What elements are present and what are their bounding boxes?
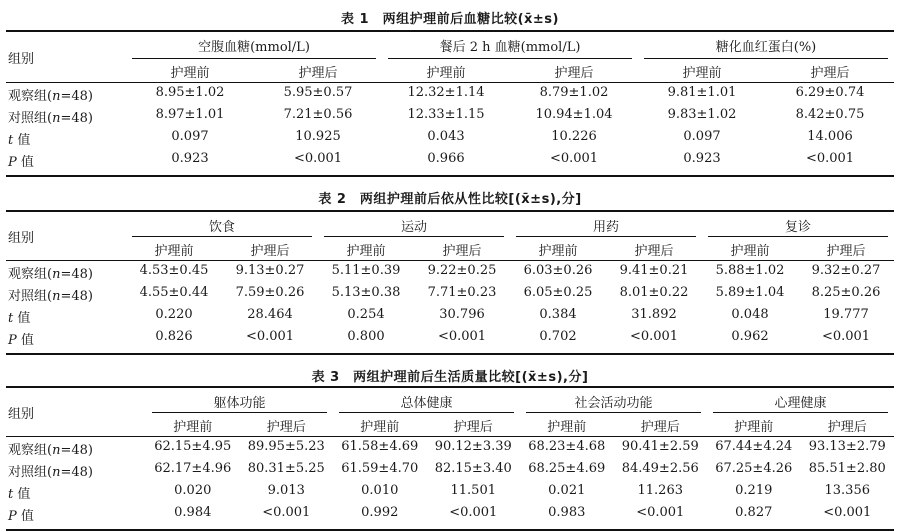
column-group-header: 运动 xyxy=(400,220,427,235)
sub-header-after: 护理后 xyxy=(298,66,338,81)
row-label xyxy=(8,329,34,348)
sub-header-before: 护理前 xyxy=(173,420,213,435)
sub-header-before: 护理前 xyxy=(360,420,400,435)
row-label-symbol: n xyxy=(52,465,61,480)
table-cell: 61.59±4.70 xyxy=(341,461,419,476)
table-cell: 0.010 xyxy=(361,483,399,498)
table-cell: 4.55±0.44 xyxy=(139,285,209,300)
row-label-symbol: P xyxy=(8,155,17,170)
sub-header-after: 护理后 xyxy=(266,420,306,435)
table-cell: 8.97±1.01 xyxy=(155,107,225,122)
row-label xyxy=(8,85,93,104)
top-rule xyxy=(6,210,894,212)
table-cell: 0.984 xyxy=(174,505,212,520)
table-cell: 9.32±0.27 xyxy=(811,263,881,278)
column-group-underline xyxy=(644,58,888,59)
table-cell: 0.020 xyxy=(174,483,212,498)
column-group-underline xyxy=(152,412,327,413)
row-label-symbol: n xyxy=(52,267,61,282)
table-cell: <0.001 xyxy=(449,505,498,520)
row-label-prefix: 对照组( xyxy=(8,289,53,304)
row-label-suffix: =48) xyxy=(60,89,93,104)
header-rule xyxy=(6,436,894,437)
table-cell: 11.501 xyxy=(450,483,496,498)
table-cell: <0.001 xyxy=(293,151,343,166)
table-cell: 8.79±1.02 xyxy=(539,85,609,100)
column-group-underline xyxy=(713,412,888,413)
row-label-symbol: P xyxy=(8,333,17,348)
table-cell: 14.006 xyxy=(807,129,853,144)
table-cell: 6.03±0.26 xyxy=(523,263,593,278)
row-label-symbol: n xyxy=(52,443,61,458)
row-label xyxy=(8,151,34,170)
row-label xyxy=(8,439,93,458)
table-cell: 5.11±0.39 xyxy=(331,263,401,278)
row-label-symbol: t xyxy=(8,311,14,326)
table-cell: 11.263 xyxy=(637,483,683,498)
table-cell: 62.17±4.96 xyxy=(154,461,232,476)
table-cell: 85.51±2.80 xyxy=(808,461,886,476)
table-cell: 10.94±1.04 xyxy=(535,107,613,122)
sub-header-before: 护理前 xyxy=(547,420,587,435)
column-group-underline xyxy=(388,58,632,59)
table-cell: 10.925 xyxy=(295,129,341,144)
sub-header-before: 护理前 xyxy=(346,244,386,259)
table-cell: 0.983 xyxy=(548,505,586,520)
table-cell: 82.15±3.40 xyxy=(434,461,512,476)
table-cell: 4.53±0.45 xyxy=(139,263,209,278)
column-group-header: 躯体功能 xyxy=(213,396,266,411)
column-group-header: 饮食 xyxy=(208,220,235,235)
row-label-symbol: t xyxy=(8,487,14,502)
table-cell: 5.88±1.02 xyxy=(715,263,785,278)
table-cell: 6.05±0.25 xyxy=(523,285,593,300)
column-group-underline xyxy=(132,236,312,237)
row-label-suffix: 值 xyxy=(13,311,31,326)
table-cell: 0.048 xyxy=(731,307,769,322)
table-cell: 0.966 xyxy=(427,151,465,166)
table-cell: 9.81±1.01 xyxy=(667,85,737,100)
table-cell: <0.001 xyxy=(549,151,599,166)
table-cell: 9.83±1.02 xyxy=(667,107,737,122)
table-cell: 5.95±0.57 xyxy=(283,85,353,100)
table-cell: 0.097 xyxy=(683,129,721,144)
table-cell: 0.962 xyxy=(731,329,769,344)
table-cell: 61.58±4.69 xyxy=(341,439,419,454)
table-cell: 6.29±0.74 xyxy=(795,85,865,100)
row-label-symbol: n xyxy=(52,111,61,126)
row-label-suffix: 值 xyxy=(16,155,34,170)
table-cell: 8.25±0.26 xyxy=(811,285,881,300)
sub-header-after: 护理后 xyxy=(634,244,674,259)
table-cell: 0.702 xyxy=(539,329,577,344)
table-cell: 93.13±2.79 xyxy=(808,439,886,454)
row-label xyxy=(8,505,34,524)
column-group-underline xyxy=(339,412,514,413)
table-cell: 12.32±1.14 xyxy=(407,85,485,100)
table-cell: 84.49±2.56 xyxy=(621,461,699,476)
table-cell: 67.25±4.26 xyxy=(715,461,793,476)
row-label-symbol: t xyxy=(8,133,14,148)
row-label-symbol: n xyxy=(52,89,61,104)
table-cell: <0.001 xyxy=(821,329,871,344)
table-cell: <0.001 xyxy=(823,505,872,520)
table-cell: <0.001 xyxy=(437,329,487,344)
table-cell: 5.13±0.38 xyxy=(331,285,401,300)
row-label xyxy=(8,263,93,282)
group-column-header: 组别 xyxy=(8,52,35,67)
row-label-symbol: n xyxy=(52,289,61,304)
table-caption: 表 3 两组护理前后生活质量比较[(x̄±s),分] xyxy=(311,370,589,385)
sub-header-after: 护理后 xyxy=(640,420,680,435)
table-cell: 28.464 xyxy=(247,307,293,322)
column-group-underline xyxy=(516,236,696,237)
row-label-suffix: =48) xyxy=(60,289,93,304)
table-cell: 0.826 xyxy=(155,329,193,344)
row-label-suffix: =48) xyxy=(60,111,93,126)
column-group-header: 复诊 xyxy=(784,220,811,235)
column-group-underline xyxy=(324,236,504,237)
group-column-header: 组别 xyxy=(8,231,35,246)
table-cell: <0.001 xyxy=(262,505,311,520)
column-group-underline xyxy=(526,412,701,413)
table-cell: 0.219 xyxy=(735,483,773,498)
sub-header-after: 护理后 xyxy=(810,66,850,81)
column-group-header: 餐后 2 h 血糖(mmol/L) xyxy=(439,40,581,55)
table-cell: 0.800 xyxy=(347,329,385,344)
column-group-header: 糖化血红蛋白(%) xyxy=(715,40,817,55)
row-label xyxy=(8,285,93,304)
sub-header-before: 护理前 xyxy=(682,66,722,81)
table-cell: 90.41±2.59 xyxy=(621,439,699,454)
sub-header-before: 护理前 xyxy=(154,244,194,259)
table-cell: 0.992 xyxy=(361,505,399,520)
table-caption: 表 1 两组护理前后血糖比较(x̄±s) xyxy=(341,12,559,27)
row-label-suffix: 值 xyxy=(13,487,31,502)
header-rule xyxy=(6,82,894,83)
table-cell: 13.356 xyxy=(824,483,870,498)
table-cell: 0.021 xyxy=(548,483,586,498)
table-cell: 0.220 xyxy=(155,307,193,322)
table-cell: 19.777 xyxy=(823,307,869,322)
table-cell: 68.23±4.68 xyxy=(528,439,606,454)
table-cell: 7.71±0.23 xyxy=(427,285,497,300)
sub-header-before: 护理前 xyxy=(734,420,774,435)
header-rule xyxy=(6,260,894,261)
table-caption: 表 2 两组护理前后依从性比较[(x̄±s),分] xyxy=(318,192,582,207)
table-cell: 7.59±0.26 xyxy=(235,285,305,300)
table-cell: 9.41±0.21 xyxy=(619,263,689,278)
row-label xyxy=(8,129,30,148)
table-cell: 0.384 xyxy=(539,307,577,322)
bottom-rule xyxy=(6,353,894,355)
table-cell: 0.254 xyxy=(347,307,385,322)
table-cell: 9.22±0.25 xyxy=(427,263,497,278)
table-cell: 0.827 xyxy=(735,505,773,520)
row-label xyxy=(8,307,30,326)
row-label-symbol: P xyxy=(8,509,17,524)
column-group-header: 社会活动功能 xyxy=(574,396,653,411)
table-cell: 31.892 xyxy=(631,307,677,322)
top-rule xyxy=(6,386,894,388)
sub-header-before: 护理前 xyxy=(730,244,770,259)
table-cell: 30.796 xyxy=(439,307,485,322)
sub-header-after: 护理后 xyxy=(554,66,594,81)
sub-header-after: 护理后 xyxy=(442,244,482,259)
row-label-suffix: =48) xyxy=(60,267,93,282)
column-group-header: 空腹血糖(mmol/L) xyxy=(198,40,310,55)
row-label-prefix: 对照组( xyxy=(8,111,53,126)
row-label-prefix: 观察组( xyxy=(8,89,53,104)
table-cell: <0.001 xyxy=(636,505,685,520)
table-cell: 8.01±0.22 xyxy=(619,285,689,300)
table-cell: 12.33±1.15 xyxy=(407,107,485,122)
row-label xyxy=(8,107,93,126)
sub-header-before: 护理前 xyxy=(538,244,578,259)
table-cell: <0.001 xyxy=(629,329,679,344)
table-cell: 80.31±5.25 xyxy=(247,461,325,476)
table-cell: 90.12±3.39 xyxy=(434,439,512,454)
column-group-header: 心理健康 xyxy=(774,396,827,411)
top-rule xyxy=(6,30,894,32)
row-label-suffix: =48) xyxy=(60,443,93,458)
sub-header-after: 护理后 xyxy=(453,420,493,435)
table-cell: 0.043 xyxy=(427,129,465,144)
sub-header-after: 护理后 xyxy=(826,244,866,259)
table-cell: 0.923 xyxy=(171,151,209,166)
sub-header-before: 护理前 xyxy=(426,66,466,81)
column-group-header: 用药 xyxy=(592,220,619,235)
group-column-header: 组别 xyxy=(8,407,35,422)
row-label-prefix: 观察组( xyxy=(8,267,53,282)
table-cell: 62.15±4.95 xyxy=(154,439,232,454)
row-label-suffix: =48) xyxy=(60,465,93,480)
column-group-underline xyxy=(132,58,376,59)
table-cell: 5.89±1.04 xyxy=(715,285,785,300)
row-label-prefix: 对照组( xyxy=(8,465,53,480)
table-cell: 9.013 xyxy=(267,483,305,498)
table-cell: 0.923 xyxy=(683,151,721,166)
row-label-suffix: 值 xyxy=(16,333,34,348)
table-cell: 67.44±4.24 xyxy=(715,439,793,454)
table-cell: 68.25±4.69 xyxy=(528,461,606,476)
bottom-rule xyxy=(6,175,894,177)
table-cell: <0.001 xyxy=(805,151,855,166)
table-cell: 9.13±0.27 xyxy=(235,263,305,278)
sub-header-after: 护理后 xyxy=(827,420,867,435)
sub-header-before: 护理前 xyxy=(170,66,210,81)
column-group-underline xyxy=(708,236,888,237)
table-cell: 8.42±0.75 xyxy=(795,107,865,122)
row-label-suffix: 值 xyxy=(16,509,34,524)
table-cell: 8.95±1.02 xyxy=(155,85,225,100)
table-cell: <0.001 xyxy=(245,329,295,344)
sub-header-after: 护理后 xyxy=(250,244,290,259)
table-cell: 10.226 xyxy=(551,129,597,144)
row-label xyxy=(8,461,93,480)
row-label-prefix: 观察组( xyxy=(8,443,53,458)
table-cell: 0.097 xyxy=(171,129,209,144)
row-label-suffix: 值 xyxy=(13,133,31,148)
table-cell: 7.21±0.56 xyxy=(283,107,353,122)
column-group-header: 总体健康 xyxy=(400,396,453,411)
table-cell: 89.95±5.23 xyxy=(247,439,325,454)
row-label xyxy=(8,483,30,502)
